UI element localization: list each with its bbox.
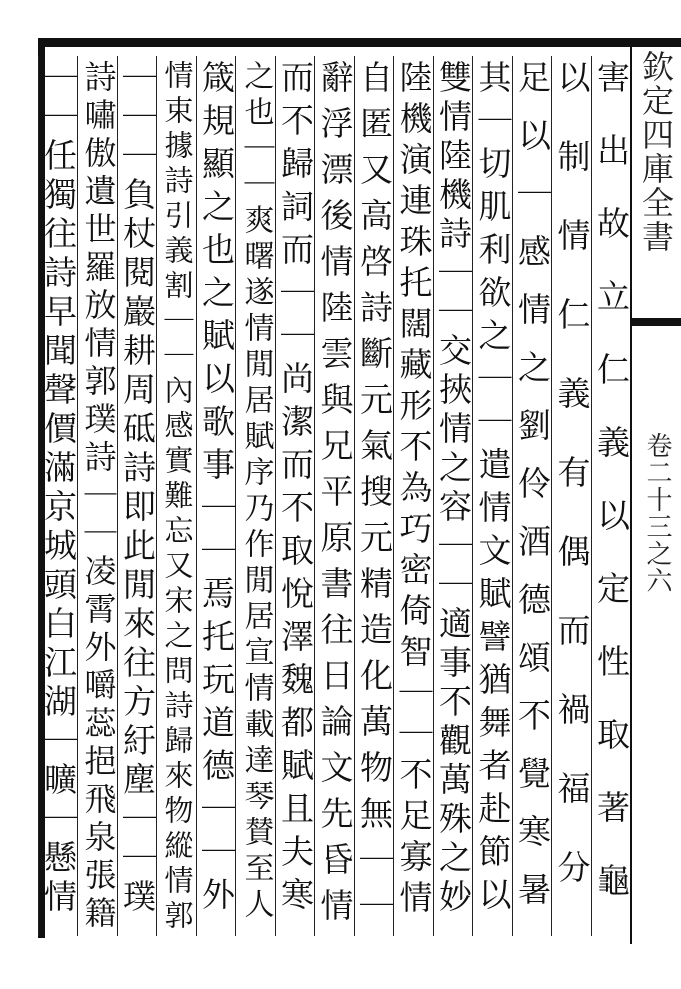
column-text: 自匿又高啓詩斷元氣搜元精造化萬物無｜｜	[355, 60, 394, 934]
volume-label: 卷二十三之六	[642, 432, 672, 594]
text-column	[433, 56, 473, 936]
text-column	[196, 56, 236, 936]
text-column	[393, 56, 433, 936]
text-column	[235, 56, 275, 936]
book-title: 欽定四庫全書	[637, 50, 675, 254]
text-column	[551, 56, 591, 936]
text-column	[472, 56, 512, 936]
column-text: 害出故立仁義以定性取著龜	[592, 60, 631, 936]
text-column	[275, 56, 315, 936]
text-column	[77, 56, 117, 936]
column-text: 辭浮漂後情陸雲與兄平原書往日論文先昏情	[315, 60, 355, 934]
text-column	[354, 56, 394, 936]
column-text: 情束據詩引義割｜｜內感實難忘又宋之問詩歸來物縱情郭	[160, 60, 195, 935]
column-text: ｜｜任獨往詩早聞聲價滿京城頭白江湖｜曠｜懸情	[39, 60, 78, 918]
text-column	[38, 56, 78, 936]
column-text: 而不歸詞而｜｜尚潔而不取悅澤魏都賦且夫寒	[276, 60, 315, 920]
column-text: 以制情仁義有偶而禍福分	[552, 60, 592, 929]
column-text: 雙情陸機詩｜｜交挾情之容｜｜適事不觀萬殊之妙	[434, 60, 473, 918]
text-column	[156, 56, 196, 936]
text-column	[591, 56, 631, 936]
page-number	[588, 952, 678, 982]
column-text: ｜｜｜負杖閱巖耕周砥詩即此閒來往方紆塵｜｜璞	[118, 60, 157, 918]
column-text: 詩嘯傲遺世羅放情郭璞詩｜｜凌霄外嚼蕊挹飛泉張籍	[79, 60, 118, 934]
text-column	[314, 56, 354, 936]
frame-top-border	[38, 38, 681, 47]
column-text: 陸機演連珠托闊藏形不為巧密倚智｜｜不足寡情	[394, 60, 434, 921]
column-text: 之也｜｜爽曙遂情閒居賦序乃作閒居宣情載達琴賛至人	[238, 60, 274, 924]
column-text: 其｜切肌利欲之｜｜遣情文賦譬猶舞者赴節以	[473, 60, 513, 920]
column-text: 足以｜感情之劉伶酒德頌不覺寒暑	[513, 60, 552, 930]
text-column	[117, 56, 157, 936]
column-text: 箴規顯之也之賦以歌事｜｜焉托玩道德｜｜外	[197, 60, 236, 920]
fore-edge-rule	[630, 318, 681, 326]
text-column	[512, 56, 552, 936]
